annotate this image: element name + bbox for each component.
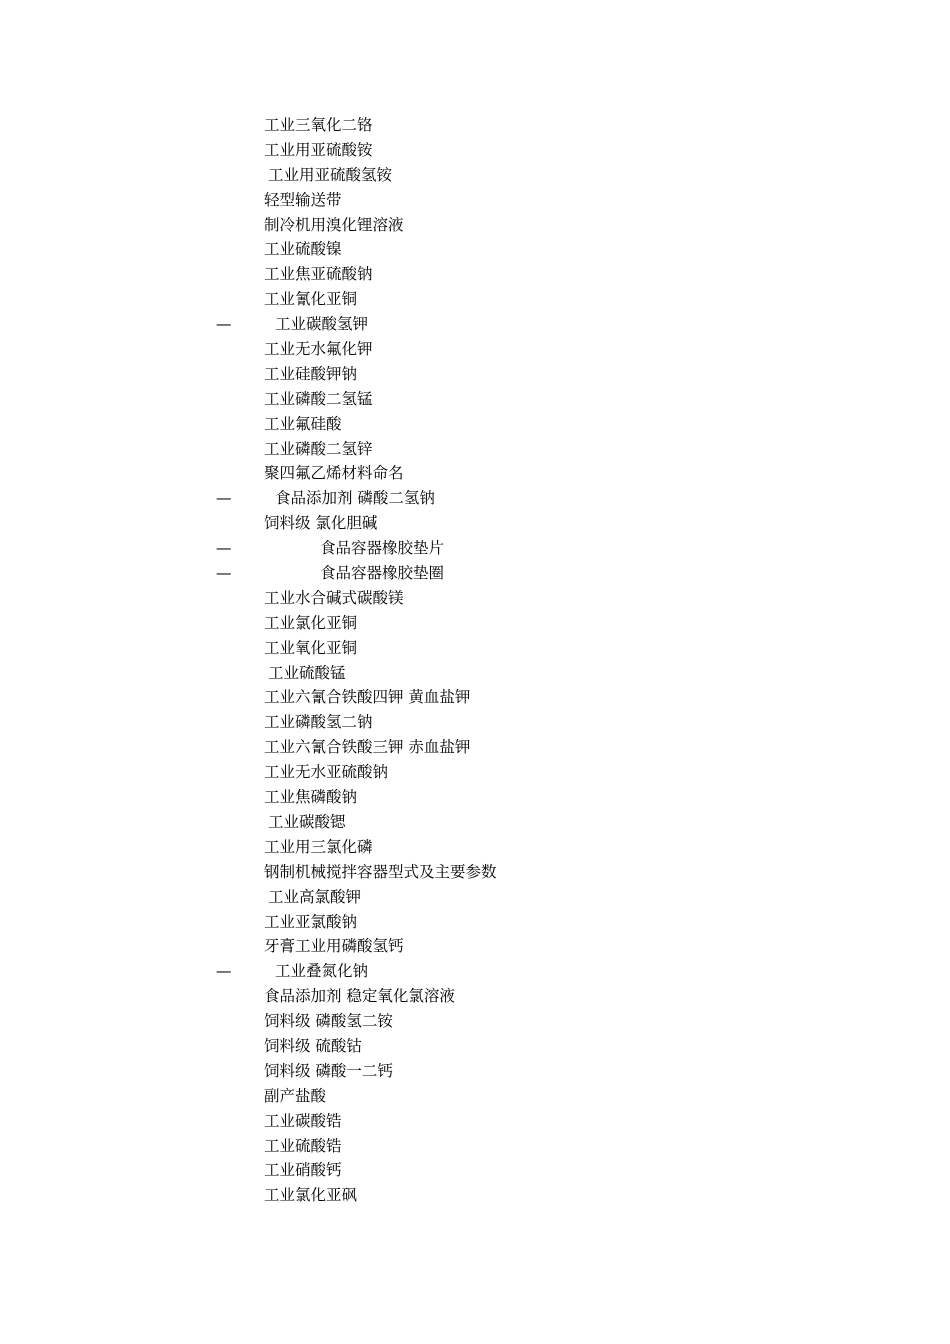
list-item-text: 工业氯化亚砜 (264, 1186, 358, 1205)
list-item-text: 工业高氯酸钾 (268, 887, 362, 906)
list-item (0, 611, 950, 636)
list-item-text: 食品添加剂 稳定氧化氯溶液 (264, 987, 455, 1006)
standards-list (0, 113, 950, 1208)
list-item (0, 1109, 950, 1134)
list-item (0, 1059, 950, 1084)
list-item (0, 188, 950, 213)
list-item (0, 735, 950, 760)
dash-marker: — (216, 564, 232, 583)
list-item-text: 工业硝酸钙 (264, 1161, 342, 1180)
list-item (0, 511, 950, 536)
list-item (0, 586, 950, 611)
list-item (0, 835, 950, 860)
list-item (0, 561, 950, 586)
list-item-text: 工业硅酸钾钠 (264, 364, 358, 383)
list-item (0, 910, 950, 935)
list-item-text: 饲料级 氯化胆碱 (264, 514, 378, 533)
list-item (0, 1034, 950, 1059)
list-item (0, 885, 950, 910)
list-item-text: 工业三氧化二铬 (264, 116, 373, 134)
list-item (0, 760, 950, 785)
list-item (0, 536, 950, 561)
list-item-text: 聚四氟乙烯材料命名 (264, 464, 404, 483)
list-item (0, 163, 950, 188)
list-item (0, 1183, 950, 1208)
list-item (0, 984, 950, 1009)
list-item-text: 工业六氰合铁酸三钾 赤血盐钾 (264, 738, 471, 757)
dash-marker: — (216, 489, 232, 508)
list-item (0, 959, 950, 984)
list-item (0, 412, 950, 437)
list-item-text: 工业无水氟化钾 (264, 340, 373, 359)
list-item (0, 237, 950, 262)
list-item (0, 1158, 950, 1183)
list-item-text: 饲料级 磷酸一二钙 (264, 1061, 393, 1080)
list-item-text: 食品添加剂 磷酸二氢钠 (275, 489, 435, 508)
list-item (0, 810, 950, 835)
list-item-text: 工业焦磷酸钠 (264, 788, 358, 807)
list-item-text: 饲料级 硫酸钴 (264, 1036, 362, 1055)
list-item-text: 工业硫酸锆 (264, 1136, 342, 1155)
list-item-text: 工业水合碱式碳酸镁 (264, 588, 404, 607)
list-item (0, 287, 950, 312)
list-item-text: 工业氧化亚铜 (264, 638, 358, 657)
list-item (0, 437, 950, 462)
list-item-text: 工业硫酸锰 (268, 663, 346, 682)
list-item-text: 工业碳酸氢钾 (275, 315, 369, 334)
list-item (0, 1084, 950, 1109)
list-item (0, 661, 950, 686)
list-item-text: 工业叠氮化钠 (275, 962, 369, 981)
list-item-text: 工业硫酸镍 (264, 240, 342, 259)
list-item-text: 牙膏工业用磷酸氢钙 (264, 937, 404, 956)
list-item (0, 1134, 950, 1159)
list-item-text: 工业氟硅酸 (264, 414, 342, 433)
list-item-text: 食品容器橡胶垫圈 (320, 564, 445, 583)
list-item (0, 785, 950, 810)
list-item (0, 934, 950, 959)
dash-marker: — (216, 962, 232, 981)
list-item (0, 387, 950, 412)
list-item-text: 钢制机械搅拌容器型式及主要参数 (264, 862, 497, 881)
list-item-text: 工业磷酸二氢锌 (264, 439, 373, 458)
list-item-text: 工业亚氯酸钠 (264, 912, 358, 931)
list-item (0, 1009, 950, 1034)
list-item-text: 轻型输送带 (264, 190, 342, 209)
list-item-text: 制冷机用溴化锂溶液 (264, 215, 404, 234)
list-item (0, 685, 950, 710)
list-item-text: 工业氰化亚铜 (264, 290, 358, 309)
list-item-text: 工业磷酸氢二钠 (264, 713, 373, 732)
list-item (0, 113, 950, 138)
list-item-text: 饲料级 磷酸氢二铵 (264, 1012, 393, 1031)
list-item (0, 138, 950, 163)
list-item (0, 710, 950, 735)
list-item-text: 工业碳酸锶 (268, 812, 346, 831)
list-item (0, 636, 950, 661)
list-item-text: 工业碳酸锆 (264, 1111, 342, 1130)
list-item (0, 362, 950, 387)
list-item-text: 工业氯化亚铜 (264, 613, 358, 632)
list-item-text: 工业无水亚硫酸钠 (264, 763, 389, 782)
list-item (0, 486, 950, 511)
list-item-text: 工业用亚硫酸铵 (264, 140, 373, 159)
list-item-text: 工业六氰合铁酸四钾 黄血盐钾 (264, 688, 471, 707)
list-item-text: 副产盐酸 (264, 1086, 327, 1105)
dash-marker: — (216, 315, 232, 334)
dash-marker: — (216, 539, 232, 558)
list-item (0, 213, 950, 238)
list-item-text: 工业磷酸二氢锰 (264, 389, 373, 408)
list-item-text: 工业焦亚硫酸钠 (264, 265, 373, 284)
list-item (0, 262, 950, 287)
list-item (0, 860, 950, 885)
list-item-text: 工业用亚硫酸氢铵 (268, 165, 393, 184)
list-item (0, 312, 950, 337)
list-item-text: 工业用三氯化磷 (264, 837, 373, 856)
list-item-text: 食品容器橡胶垫片 (320, 539, 445, 558)
list-item (0, 337, 950, 362)
list-item (0, 461, 950, 486)
